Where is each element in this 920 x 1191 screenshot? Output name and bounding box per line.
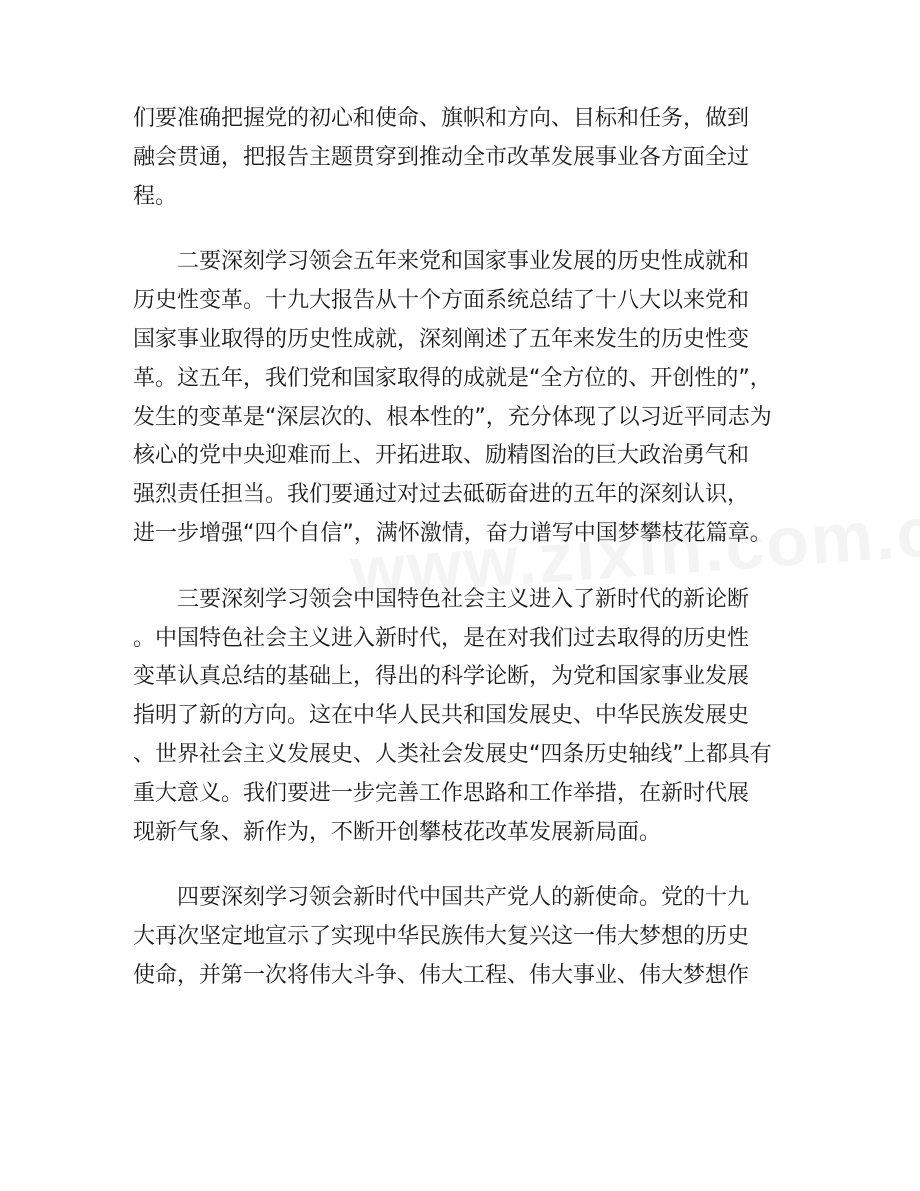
text-line: 二要深刻学习领会五年来党和国家事业发展的历史性成就和 xyxy=(177,249,750,275)
text-line: 四要深刻学习领会新时代中国共产党人的新使命。党的十九 xyxy=(177,885,750,911)
text-line: 进一步增强“四个自信”，满怀激情，奋力谱写中国梦攀枝花篇章。 xyxy=(133,520,772,546)
text-line: 三要深刻学习领会中国特色社会主义进入了新时代的新论断 xyxy=(177,586,750,612)
text-line: 、世界社会主义发展史、人类社会发展史“四条历史轴线”上都具有 xyxy=(133,741,772,767)
text-line: 。中国特色社会主义进入新时代，是在对我们过去取得的历史性 xyxy=(133,625,750,651)
text-line: 重大意义。我们要进一步完善工作思路和工作举措，在新时代展 xyxy=(133,780,750,806)
text-line: 革。这五年，我们党和国家取得的成就是“全方位的、开创性的”， xyxy=(133,365,772,391)
text-line: 现新气象、新作为，不断开创攀枝花改革发展新局面。 xyxy=(133,819,662,845)
text-line: 国家事业取得的历史性成就，深刻阐述了五年来发生的历史性变 xyxy=(133,326,750,352)
paragraph-1 xyxy=(133,100,803,216)
document-body xyxy=(133,100,803,1023)
text-line: 发生的变革是“深层次的、根本性的”，充分体现了以习近平同志为 xyxy=(133,404,772,430)
paragraph-4 xyxy=(133,879,803,995)
text-line: 们要准确把握党的初心和使命、旗帜和方向、目标和任务，做到 xyxy=(133,106,750,131)
text-line: 强烈责任担当。我们要通过对过去砥砺奋进的五年的深刻认识， xyxy=(133,482,750,508)
text-line: 核心的党中央迎难而上、开拓进取、励精图治的巨大政治勇气和 xyxy=(133,443,750,469)
text-line: 融会贯通，把报告主题贯穿到推动全市改革发展事业各方面全过 xyxy=(133,144,750,170)
text-line: 指明了新的方向。这在中华人民共和国发展史、中华民族发展史 xyxy=(133,703,750,729)
text-line: 大再次坚定地宣示了实现中华民族伟大复兴这一伟大梦想的历史 xyxy=(133,924,750,950)
text-line: 历史性变革。十九大报告从十个方面系统总结了十八大以来党和 xyxy=(133,288,750,314)
text-line: 程。 xyxy=(133,183,178,209)
text-line: 使命，并第一次将伟大斗争、伟大工程、伟大事业、伟大梦想作 xyxy=(133,962,750,988)
paragraph-2 xyxy=(133,243,803,553)
paragraph-3 xyxy=(133,581,803,853)
text-line: 变革认真总结的基础上，得出的科学论断，为党和国家事业发展 xyxy=(133,664,750,690)
